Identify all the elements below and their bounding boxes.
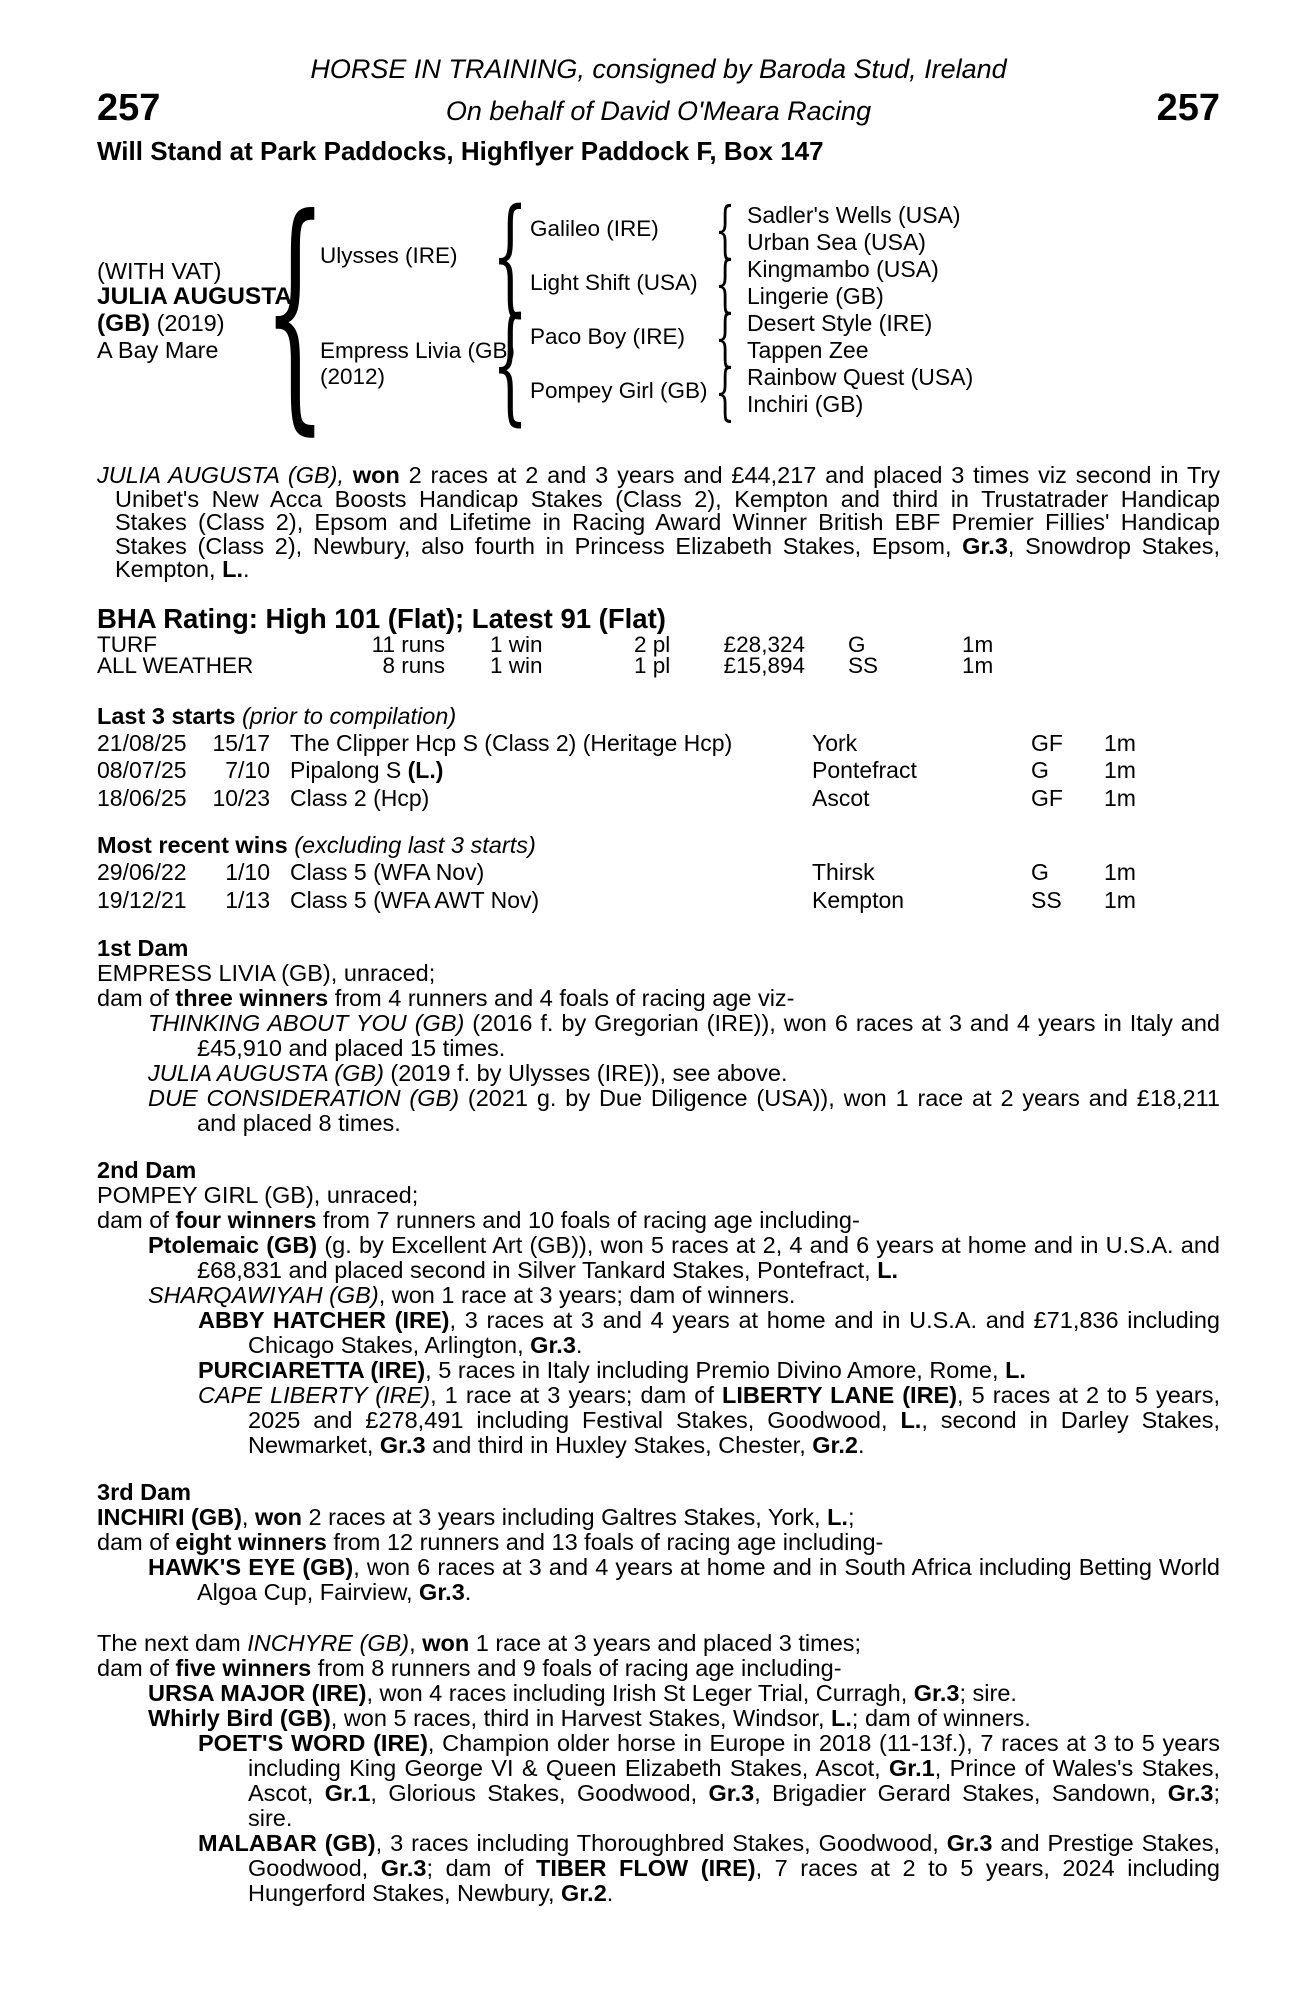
recent-wins-note: (excluding last 3 starts) bbox=[294, 832, 536, 858]
dam-name: Empress Livia (GB) bbox=[320, 338, 516, 363]
distance-value: 1m bbox=[962, 653, 994, 678]
bha-rating-table bbox=[97, 631, 1220, 678]
horse-name: JULIA AUGUSTA bbox=[97, 282, 293, 310]
pedigree-paragraph: SHARQAWIYAH (GB), won 1 race at 3 years; dam of winners. bbox=[148, 1282, 796, 1308]
finish-position: 1/10 bbox=[225, 859, 270, 885]
win-date: 19/12/21 bbox=[97, 886, 187, 913]
pedigree-paragraph: ABBY HATCHER (IRE), 3 races at 3 and 4 years at home and in U.S.A. and £71,836 including Chicago Stakes, Arlington, Gr.3. bbox=[198, 1307, 1221, 1358]
dam-section bbox=[97, 1158, 1220, 1458]
horse-foaling-year: (2019) bbox=[150, 309, 225, 336]
pedigree-brace-pair-2: { bbox=[715, 246, 735, 320]
bha-rating-heading: BHA Rating: High 101 (Flat); Latest 91 (Flat) bbox=[97, 602, 666, 634]
places-value: 1 pl bbox=[634, 653, 671, 678]
race-distance: 1m bbox=[1104, 784, 1136, 811]
going-code: GF bbox=[1031, 784, 1063, 811]
pedigree-paragraph: dam of eight winners from 12 runners and 13 foals of racing age including- bbox=[97, 1529, 884, 1555]
pedigree-paragraph: dam of three winners from 4 runners and 4 foals of racing age viz- bbox=[97, 985, 795, 1011]
pedigree-brace-pair-3: { bbox=[715, 300, 735, 374]
race-name: The Clipper Hcp S (Class 2) (Heritage Hcp) bbox=[290, 729, 733, 756]
pedigree-paragraph: CAPE LIBERTY (IRE), 1 race at 3 years; dam of LIBERTY LANE (IRE), 5 races at 2 to 5 years, 2025 and £278,491 including Festival Stakes, Goodwood, L., second in Darley Stakes, Newmarket, Gr.3 and third in Huxley Stakes, Chester, Gr.2. bbox=[198, 1382, 1220, 1458]
last-starts-title: Last 3 starts bbox=[97, 702, 236, 729]
bha-table-row bbox=[97, 655, 1220, 677]
course-name: York bbox=[812, 729, 858, 756]
race-name: Class 5 (WFA Nov) bbox=[290, 859, 485, 885]
lot-number-left: 257 bbox=[97, 87, 161, 129]
course-name: Kempton bbox=[812, 886, 905, 913]
catalogue-page bbox=[97, 0, 1220, 1906]
pedigree-brace-main: { bbox=[263, 164, 327, 456]
win-row bbox=[97, 887, 1220, 915]
horse-description: A Bay Mare bbox=[97, 336, 219, 363]
pedigree-paragraph: MALABAR (GB), 3 races including Thoroughbred Stakes, Goodwood, Gr.3 and Prestige Stakes, Goodwood, Gr.3; dam of TIBER FLOW (IRE), 7 races at 2 to 5 years, 2024 including Hungerford Stakes, Newbury, Gr.2. bbox=[198, 1830, 1220, 1906]
sire-name: Ulysses (IRE) bbox=[320, 243, 458, 268]
dam-heading: 1st Dam bbox=[97, 935, 189, 961]
surface-label: TURF bbox=[97, 631, 157, 657]
pedigree-paragraph: EMPRESS LIVIA (GB), unraced; bbox=[97, 960, 436, 986]
going-code: SS bbox=[1031, 886, 1062, 913]
grandparent-name: Pompey Girl (GB) bbox=[530, 378, 708, 403]
runs-value: 8 runs bbox=[382, 653, 445, 678]
great-grandparent-name: Desert Style (IRE) bbox=[747, 310, 933, 336]
start-date: 21/08/25 bbox=[97, 729, 187, 756]
race-distance: 1m bbox=[1104, 859, 1136, 885]
great-grandparent-name: Kingmambo (USA) bbox=[747, 256, 939, 282]
grandparent-name: Galileo (IRE) bbox=[530, 216, 659, 241]
going-code: GF bbox=[1031, 729, 1063, 756]
pedigree-brace-pair-1: { bbox=[715, 192, 735, 266]
start-row bbox=[97, 757, 1220, 785]
last-starts-table bbox=[97, 730, 1220, 813]
pedigree-grandparents-column bbox=[530, 202, 708, 418]
pedigree-paragraph: The next dam INCHYRE (GB), won 1 race at 3 years and placed 3 times; bbox=[97, 1630, 862, 1656]
recent-wins-table bbox=[97, 859, 1220, 914]
stand-location-line: Will Stand at Park Paddocks, Highflyer Paddock F, Box 147 bbox=[97, 136, 824, 166]
bha-table-row bbox=[97, 631, 1220, 657]
finish-position: 15/17 bbox=[212, 729, 270, 756]
course-name: Pontefract bbox=[812, 757, 917, 783]
vat-note: (WITH VAT) bbox=[97, 257, 222, 284]
great-grandparent-name: Sadler's Wells (USA) bbox=[747, 202, 961, 228]
race-distance: 1m bbox=[1104, 757, 1136, 783]
win-date: 29/06/22 bbox=[97, 859, 187, 885]
dam-cell bbox=[320, 310, 516, 418]
course-name: Ascot bbox=[812, 784, 870, 811]
pedigree-paragraph: URSA MAJOR (IRE), won 4 races including Irish St Leger Trial, Curragh, Gr.3; sire. bbox=[148, 1680, 1017, 1706]
grandparent-name: Paco Boy (IRE) bbox=[530, 324, 686, 349]
race-distance: 1m bbox=[1104, 886, 1136, 913]
lot-row bbox=[97, 88, 1220, 128]
pedigree-paragraph: HAWK'S EYE (GB), won 6 races at 3 and 4 years at home and in South Africa including Betting World Algoa Cup, Fairview, Gr.3. bbox=[148, 1554, 1220, 1605]
finish-position: 10/23 bbox=[212, 784, 270, 811]
pedigree-paragraph: POMPEY GIRL (GB), unraced; bbox=[97, 1182, 419, 1208]
runs-value: 11 runs bbox=[371, 631, 445, 657]
pedigree-brace-pair-4: { bbox=[715, 354, 735, 428]
start-date: 18/06/25 bbox=[97, 784, 187, 811]
race-name: Class 2 (Hcp) bbox=[290, 784, 430, 811]
race-name: Pipalong S (L.) bbox=[290, 757, 444, 783]
grandparent-name: Light Shift (USA) bbox=[530, 270, 698, 295]
going-code: G bbox=[1031, 757, 1049, 783]
wins-value: 1 win bbox=[490, 653, 543, 678]
finish-position: 7/10 bbox=[225, 757, 270, 783]
race-record-paragraph: JULIA AUGUSTA (GB), won 2 races at 2 and 3 years and £44,217 and placed 3 times viz second in Try Unibet's New Acca Boosts Handicap Stakes (Class 2), Kempton and third in Trustatrader Handicap Stakes (Class 2), Epsom and Lifetime in Racing Award Winner British EBF Premier Fillies' Handicap Stakes (Class 2), Newbury, also fourth in Princess Elizabeth Stakes, Epsom, Gr.3, Snowdrop Stakes, Kempton, L.. bbox=[97, 462, 1221, 582]
consignor-line: HORSE IN TRAINING, consigned by Baroda Stud, Ireland bbox=[310, 54, 1007, 84]
pedigree-tree bbox=[97, 164, 1220, 456]
pedigree-paragraph: POET'S WORD (IRE), Champion older horse in Europe in 2018 (11-13f.), 7 races at 3 to 5 years including King George VI & Queen Elizabeth Stakes, Ascot, Gr.1, Prince of Wales's Stakes, Ascot, Gr.1, Glorious Stakes, Goodwood, Gr.3, Brigadier Gerard Stakes, Sandown, Gr.3; sire. bbox=[198, 1730, 1220, 1831]
on-behalf-line: On behalf of David O'Meara Racing bbox=[445, 96, 872, 126]
pedigree-paragraph: Whirly Bird (GB), won 5 races, third in Harvest Stakes, Windsor, L.; dam of winners. bbox=[148, 1705, 1031, 1731]
earnings-value: £28,324 bbox=[723, 631, 805, 657]
wins-value: 1 win bbox=[490, 631, 543, 657]
start-row bbox=[97, 730, 1220, 758]
dam-sections bbox=[97, 936, 1220, 1906]
course-name: Thirsk bbox=[812, 859, 875, 885]
pedigree-great-grandparents-column bbox=[747, 202, 973, 418]
great-grandparent-name: Inchiri (GB) bbox=[747, 391, 864, 417]
great-grandparent-name: Urban Sea (USA) bbox=[747, 229, 926, 255]
places-value: 2 pl bbox=[634, 631, 671, 657]
distance-value: 1m bbox=[962, 631, 994, 657]
pedigree-paragraph: PURCIARETTA (IRE), 5 races in Italy including Premio Divino Amore, Rome, L. bbox=[198, 1357, 1026, 1383]
going-code: G bbox=[1031, 859, 1049, 885]
going-value: SS bbox=[848, 653, 879, 678]
dam-section bbox=[97, 1631, 1220, 1906]
surface-label: ALL WEATHER bbox=[97, 653, 254, 678]
lot-number-right: 257 bbox=[1156, 87, 1220, 129]
last-starts-heading bbox=[97, 703, 1220, 730]
pedigree-brace-sire: { bbox=[491, 181, 529, 329]
horse-suffix: (GB) bbox=[97, 309, 151, 337]
recent-wins-title: Most recent wins bbox=[97, 832, 288, 858]
pedigree-paragraph: INCHIRI (GB), won 2 races at 3 years including Galtres Stakes, York, L.; bbox=[97, 1504, 855, 1530]
last-starts-note: (prior to compilation) bbox=[241, 702, 457, 729]
dam-heading: 3rd Dam bbox=[97, 1479, 192, 1505]
dam-year: (2012) bbox=[320, 364, 386, 389]
dam-heading: 2nd Dam bbox=[97, 1157, 197, 1183]
pedigree-paragraph: DUE CONSIDERATION (GB) (2021 g. by Due Diligence (USA)), won 1 race at 2 years and £18,211 and placed 8 times. bbox=[148, 1085, 1220, 1136]
pedigree-paragraph: dam of four winners from 7 runners and 10 foals of racing age including- bbox=[97, 1207, 860, 1233]
pedigree-paragraph: JULIA AUGUSTA (GB) (2019 f. by Ulysses (IRE)), see above. bbox=[148, 1060, 788, 1086]
pedigree-paragraph: THINKING ABOUT YOU (GB) (2016 f. by Gregorian (IRE)), won 6 races at 3 and 4 years in Italy and £45,910 and placed 15 times. bbox=[148, 1010, 1220, 1061]
start-date: 08/07/25 bbox=[97, 757, 187, 783]
finish-position: 1/13 bbox=[225, 886, 270, 913]
start-row bbox=[97, 785, 1220, 813]
dam-section bbox=[97, 1480, 1220, 1605]
pedigree-parents-column bbox=[320, 202, 516, 418]
race-distance: 1m bbox=[1104, 729, 1136, 756]
going-value: G bbox=[848, 631, 866, 657]
great-grandparent-name: Rainbow Quest (USA) bbox=[747, 364, 974, 390]
earnings-value: £15,894 bbox=[723, 653, 805, 678]
pedigree-paragraph: Ptolemaic (GB) (g. by Excellent Art (GB)), won 5 races at 2, 4 and 6 years at home and in U.S.A. and £68,831 and placed second in Silver Tankard Stakes, Pontefract, L. bbox=[148, 1232, 1220, 1283]
pedigree-brace-dam: { bbox=[491, 290, 529, 438]
great-grandparent-name: Lingerie (GB) bbox=[747, 283, 884, 309]
win-row bbox=[97, 859, 1220, 887]
dam-section bbox=[97, 936, 1220, 1136]
great-grandparent-name: Tappen Zee bbox=[747, 337, 869, 363]
recent-wins-heading bbox=[97, 832, 1220, 859]
pedigree-paragraph: dam of five winners from 8 runners and 9 foals of racing age including- bbox=[97, 1655, 842, 1681]
race-name: Class 5 (WFA AWT Nov) bbox=[290, 886, 540, 913]
